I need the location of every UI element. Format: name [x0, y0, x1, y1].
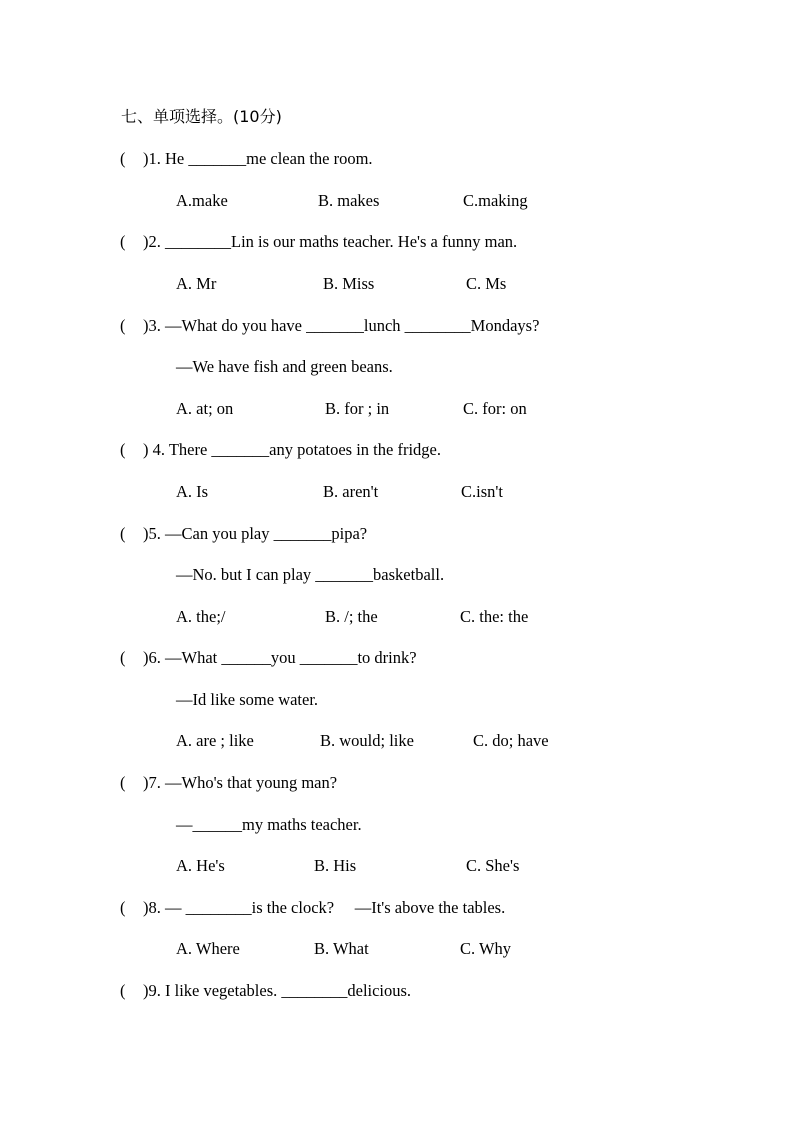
question-text: )7. —Who's that young man?	[143, 773, 338, 792]
option-a: A. He's	[176, 856, 225, 875]
option-b: B. His	[314, 856, 357, 875]
option-c: C. She's	[466, 856, 520, 875]
question-text: )1. He _______me clean the room.	[143, 149, 373, 168]
option-b: B. aren't	[323, 482, 379, 501]
option-a: A. are ; like	[176, 731, 254, 750]
answer-paren[interactable]: (	[120, 773, 126, 792]
option-c: C. do; have	[473, 731, 549, 750]
option-a: A. the;/	[176, 607, 226, 626]
answer-paren[interactable]: (	[120, 981, 126, 1000]
question-5	[120, 523, 367, 545]
question-6	[120, 647, 417, 669]
option-b: B. What	[314, 939, 369, 958]
question-text: )6. —What ______you _______to drink?	[143, 648, 417, 667]
section-title: 七、单项选择。(10分)	[121, 107, 282, 126]
option-c: C. for: on	[463, 399, 527, 418]
question-7	[120, 772, 337, 794]
option-a: A. at; on	[176, 399, 234, 418]
question-text: )5. —Can you play _______pipa?	[143, 524, 368, 543]
option-a: A. Where	[176, 939, 240, 958]
option-b: B. would; like	[320, 731, 414, 750]
option-b: B. for ; in	[325, 399, 390, 418]
question-9	[120, 980, 411, 1002]
option-c: C. the: the	[460, 607, 529, 626]
question-text: )2. ________Lin is our maths teacher. He's a funny man.	[143, 232, 518, 251]
option-c: C.isn't	[461, 482, 503, 501]
answer-paren[interactable]: (	[120, 316, 126, 335]
answer-paren[interactable]: (	[120, 898, 126, 917]
option-c: C. Why	[460, 939, 512, 958]
option-a: A. Is	[176, 482, 209, 501]
question-text: )9. I like vegetables. ________delicious.	[143, 981, 412, 1000]
question-text: ) 4. There _______any potatoes in the fridge.	[143, 440, 441, 459]
question-7-reply: —______my maths teacher.	[176, 815, 362, 834]
question-text: )8. — ________is the clock? —It's above the tables.	[143, 898, 506, 917]
answer-paren[interactable]: (	[120, 440, 126, 459]
question-5-reply: —No. but I can play _______basketball.	[176, 565, 445, 584]
option-c: C. Ms	[466, 274, 507, 293]
question-3	[120, 315, 539, 337]
answer-paren[interactable]: (	[120, 232, 126, 251]
option-a: A. Mr	[176, 274, 217, 293]
option-c: C.making	[463, 191, 528, 210]
answer-paren[interactable]: (	[120, 149, 126, 168]
answer-paren[interactable]: (	[120, 524, 126, 543]
question-4	[120, 439, 441, 461]
option-b: B. makes	[318, 191, 380, 210]
question-text: )3. —What do you have _______lunch ________Mondays?	[143, 316, 540, 335]
option-a: A.make	[176, 191, 228, 210]
question-3-reply: —We have fish and green beans.	[176, 357, 393, 376]
answer-paren[interactable]: (	[120, 648, 126, 667]
question-8	[120, 897, 505, 919]
option-b: B. /; the	[325, 607, 378, 626]
option-b: B. Miss	[323, 274, 375, 293]
question-6-reply: —Id like some water.	[176, 690, 319, 709]
question-1	[120, 148, 373, 170]
question-2	[120, 231, 517, 253]
